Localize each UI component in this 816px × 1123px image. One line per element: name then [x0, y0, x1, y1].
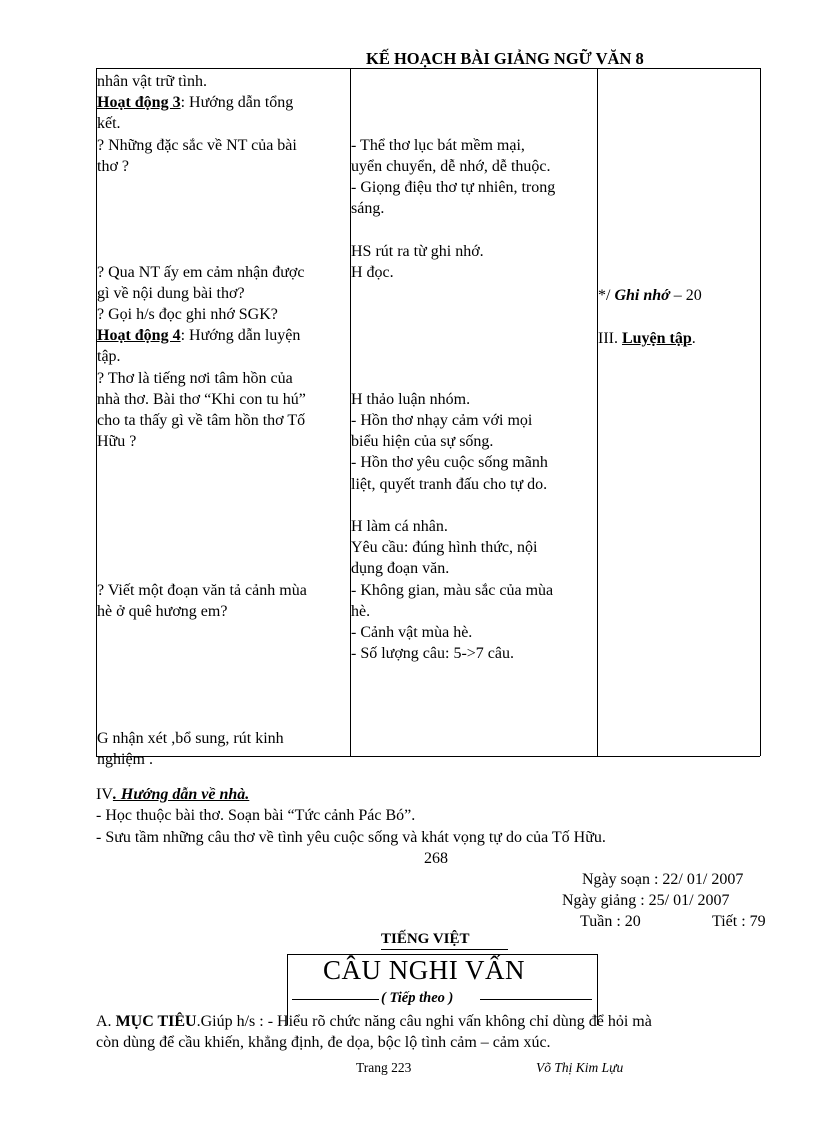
table-cell-line [351, 537, 597, 558]
table-cell-line [97, 198, 349, 219]
table-column-student [351, 71, 597, 664]
table-cell-line [97, 241, 349, 262]
cell-text: - Cảnh vật mùa hè. [351, 623, 473, 641]
table-cell-line [97, 558, 349, 579]
table-cell-line [351, 495, 597, 516]
luyen-tap-heading [598, 330, 696, 348]
table-cell-line [351, 262, 597, 283]
table-cell-line [97, 495, 349, 516]
table-cell-line [97, 580, 349, 601]
table-column-teacher [97, 71, 349, 770]
table-border-right [760, 68, 761, 756]
objective-text-1: .Giúp h/s : - Hiểu rõ chức năng câu nghi vấn không chỉ dùng để hỏi mà [196, 1013, 652, 1030]
table-cell-line [351, 580, 597, 601]
ghi-nho-prefix: */ [598, 287, 615, 304]
cell-text: - Giọng điệu thơ tự nhiên, trong [351, 178, 556, 196]
footer-author: Võ Thị Kim Lựu [536, 1060, 624, 1075]
activity-heading: Hoạt động 4 [97, 327, 181, 345]
cell-text: - Hồn thơ yêu cuộc sống mãnh [351, 454, 548, 472]
cell-text: nhân vật trữ tình. [97, 73, 207, 90]
table-cell-line [97, 262, 349, 283]
cell-text: tập. [97, 348, 121, 366]
table-cell-line [351, 389, 597, 410]
cell-text: - Số lượng câu: 5->7 câu. [351, 645, 515, 663]
table-cell-line [97, 368, 349, 389]
cell-text: ? Viết một đoạn văn tả cảnh mùa [97, 581, 307, 599]
table-cell-line [97, 177, 349, 198]
table-cell-line [351, 198, 597, 219]
table-cell-line [97, 389, 349, 410]
table-cell-line [97, 219, 349, 240]
cell-text: Yêu cầu: đúng hình thức, nội [351, 539, 538, 557]
cell-text: - Hồn thơ nhạy cảm với mọi [351, 412, 533, 429]
ghi-nho-label: Ghi nhớ [614, 287, 670, 304]
tiet: Tiết : 79 [712, 913, 766, 930]
ghi-nho-suffix: – 20 [669, 287, 702, 304]
table-cell-line [351, 410, 597, 431]
cell-text: thơ ? [97, 157, 130, 175]
lesson-title: CÂU NGHI VẤN [323, 955, 526, 985]
cell-text: gì về nội dung bài thơ? [97, 284, 245, 302]
table-cell-line [97, 601, 349, 622]
table-cell-line [97, 643, 349, 664]
header-rule [96, 68, 760, 69]
table-cell-line [351, 304, 597, 325]
table-cell-line [97, 474, 349, 495]
cell-text: uyển chuyển, dễ nhớ, dễ thuộc. [351, 157, 551, 175]
table-cell-line [351, 135, 597, 156]
table-cell-line [351, 283, 597, 304]
homework-prefix: IV [96, 786, 113, 803]
cell-text: biểu hiện của sự sống. [351, 433, 494, 451]
subject-label: TIẾNG VIỆT [381, 931, 470, 947]
activity-heading: Hoạt động 3 [97, 94, 181, 112]
footer-page: Trang 223 [356, 1060, 412, 1075]
table-cell-line [97, 346, 349, 367]
subject-underline [381, 949, 508, 950]
table-cell-line [351, 177, 597, 198]
cell-text: hè. [351, 602, 371, 620]
table-cell-line [97, 325, 349, 346]
cell-text: dụng đoạn văn. [351, 560, 450, 578]
table-cell-line [351, 558, 597, 579]
cell-text: sáng. [351, 200, 385, 218]
luyen-tap-prefix: III. [598, 330, 622, 347]
table-cell-line [97, 431, 349, 452]
cell-text: liệt, quyết tranh đấu cho tự do. [351, 475, 548, 493]
table-cell-line [351, 241, 597, 262]
objective-line-1 [96, 1012, 652, 1032]
cell-text: nghiệm . [97, 751, 153, 768]
table-cell-line [97, 135, 349, 156]
subtitle-line-right [480, 999, 592, 1000]
cell-text: ? Qua NT ấy em cảm nhận được [97, 263, 305, 281]
table-cell-line [351, 325, 597, 346]
table-cell-line [351, 474, 597, 495]
table-cell-line [97, 92, 349, 113]
table-cell-line [97, 749, 349, 770]
luyen-tap-label: Luyện tập [621, 330, 692, 347]
table-cell-line [97, 452, 349, 473]
table-cell-line [351, 92, 597, 113]
table-cell-line [351, 368, 597, 389]
homework-title: . Hướng dẫn về nhà. [112, 786, 250, 803]
table-cell-line [351, 601, 597, 622]
table-cell-line [351, 219, 597, 240]
table-cell-line [97, 685, 349, 706]
cell-text: H làm cá nhân. [351, 517, 448, 535]
table-cell-line [351, 452, 597, 473]
table-cell-line [97, 410, 349, 431]
objective-label: MỤC TIÊU [115, 1013, 197, 1030]
table-cell-line [97, 71, 349, 92]
table-cell-line [97, 283, 349, 304]
homework-item-2: - Sưu tầm những câu thơ về tình yêu cuộc sống và khát vọng tự do của Tố Hữu. [96, 829, 606, 846]
cell-text: G nhận xét ,bổ sung, rút kinh [97, 729, 284, 747]
cell-text: - Thể thơ lục bát mềm mại, [351, 136, 525, 154]
table-cell-line [97, 537, 349, 558]
table-divider-2 [597, 68, 598, 756]
lesson-subtitle: ( Tiếp theo ) [381, 990, 454, 1006]
objective-prefix: A. [96, 1013, 116, 1030]
ngay-giang: Ngày giảng : 25/ 01/ 2007 [562, 892, 730, 909]
cell-text: nhà thơ. Bài thơ “Khi con tu hú” [97, 390, 306, 408]
table-cell-line [97, 304, 349, 325]
table-cell-line [97, 113, 349, 134]
cell-text: - Không gian, màu sắc của mùa [351, 581, 554, 599]
cell-text: kết. [97, 115, 121, 133]
table-cell-line [97, 516, 349, 537]
table-cell-line [351, 431, 597, 452]
page-header-title: KẾ HOẠCH BÀI GIẢNG NGỮ VĂN 8 [366, 49, 644, 68]
ghi-nho-note [598, 287, 702, 305]
cell-text: : Hướng dẫn luyện [180, 327, 301, 345]
cell-text: ? Những đặc sắc về NT của bài [97, 136, 297, 154]
table-cell-line [351, 156, 597, 177]
cell-text: cho ta thấy gì về tâm hồn thơ Tố [97, 412, 306, 429]
cell-text: H thảo luận nhóm. [351, 390, 471, 408]
table-cell-line [97, 728, 349, 749]
cell-text: HS rút ra từ ghi nhớ. [351, 242, 484, 260]
homework-heading [96, 785, 249, 805]
table-cell-line [97, 156, 349, 177]
table-cell-line [351, 622, 597, 643]
tuan: Tuần : 20 [580, 913, 641, 930]
table-cell-line [351, 516, 597, 537]
table-cell-line [97, 622, 349, 643]
table-cell-line [351, 113, 597, 134]
table-cell-line [351, 346, 597, 367]
ngay-soan: Ngày soạn : 22/ 01/ 2007 [582, 871, 744, 888]
luyen-tap-suffix: . [691, 330, 696, 347]
subtitle-line-left [292, 999, 379, 1000]
cell-text: hè ở quê hương em? [97, 602, 228, 620]
objective-line-2: còn dùng để cầu khiến, khẳng định, đe dọa, bộc lộ tình cảm – cảm xúc. [96, 1034, 551, 1051]
cell-text: H đọc. [351, 263, 394, 281]
table-cell-line [97, 664, 349, 685]
table-cell-line [351, 643, 597, 664]
table-cell-line [97, 707, 349, 728]
page-number: 268 [424, 850, 448, 867]
cell-text: ? Thơ là tiếng nơi tâm hồn của [97, 369, 293, 387]
cell-text: : Hướng dẫn tổng [180, 94, 294, 112]
homework-item-1: - Học thuộc bài thơ. Soạn bài “Tức cảnh Pác Bó”. [96, 807, 416, 824]
cell-text: ? Gọi h/s đọc ghi nhớ SGK? [97, 306, 278, 324]
cell-text: Hữu ? [97, 433, 137, 451]
table-cell-line [351, 71, 597, 92]
